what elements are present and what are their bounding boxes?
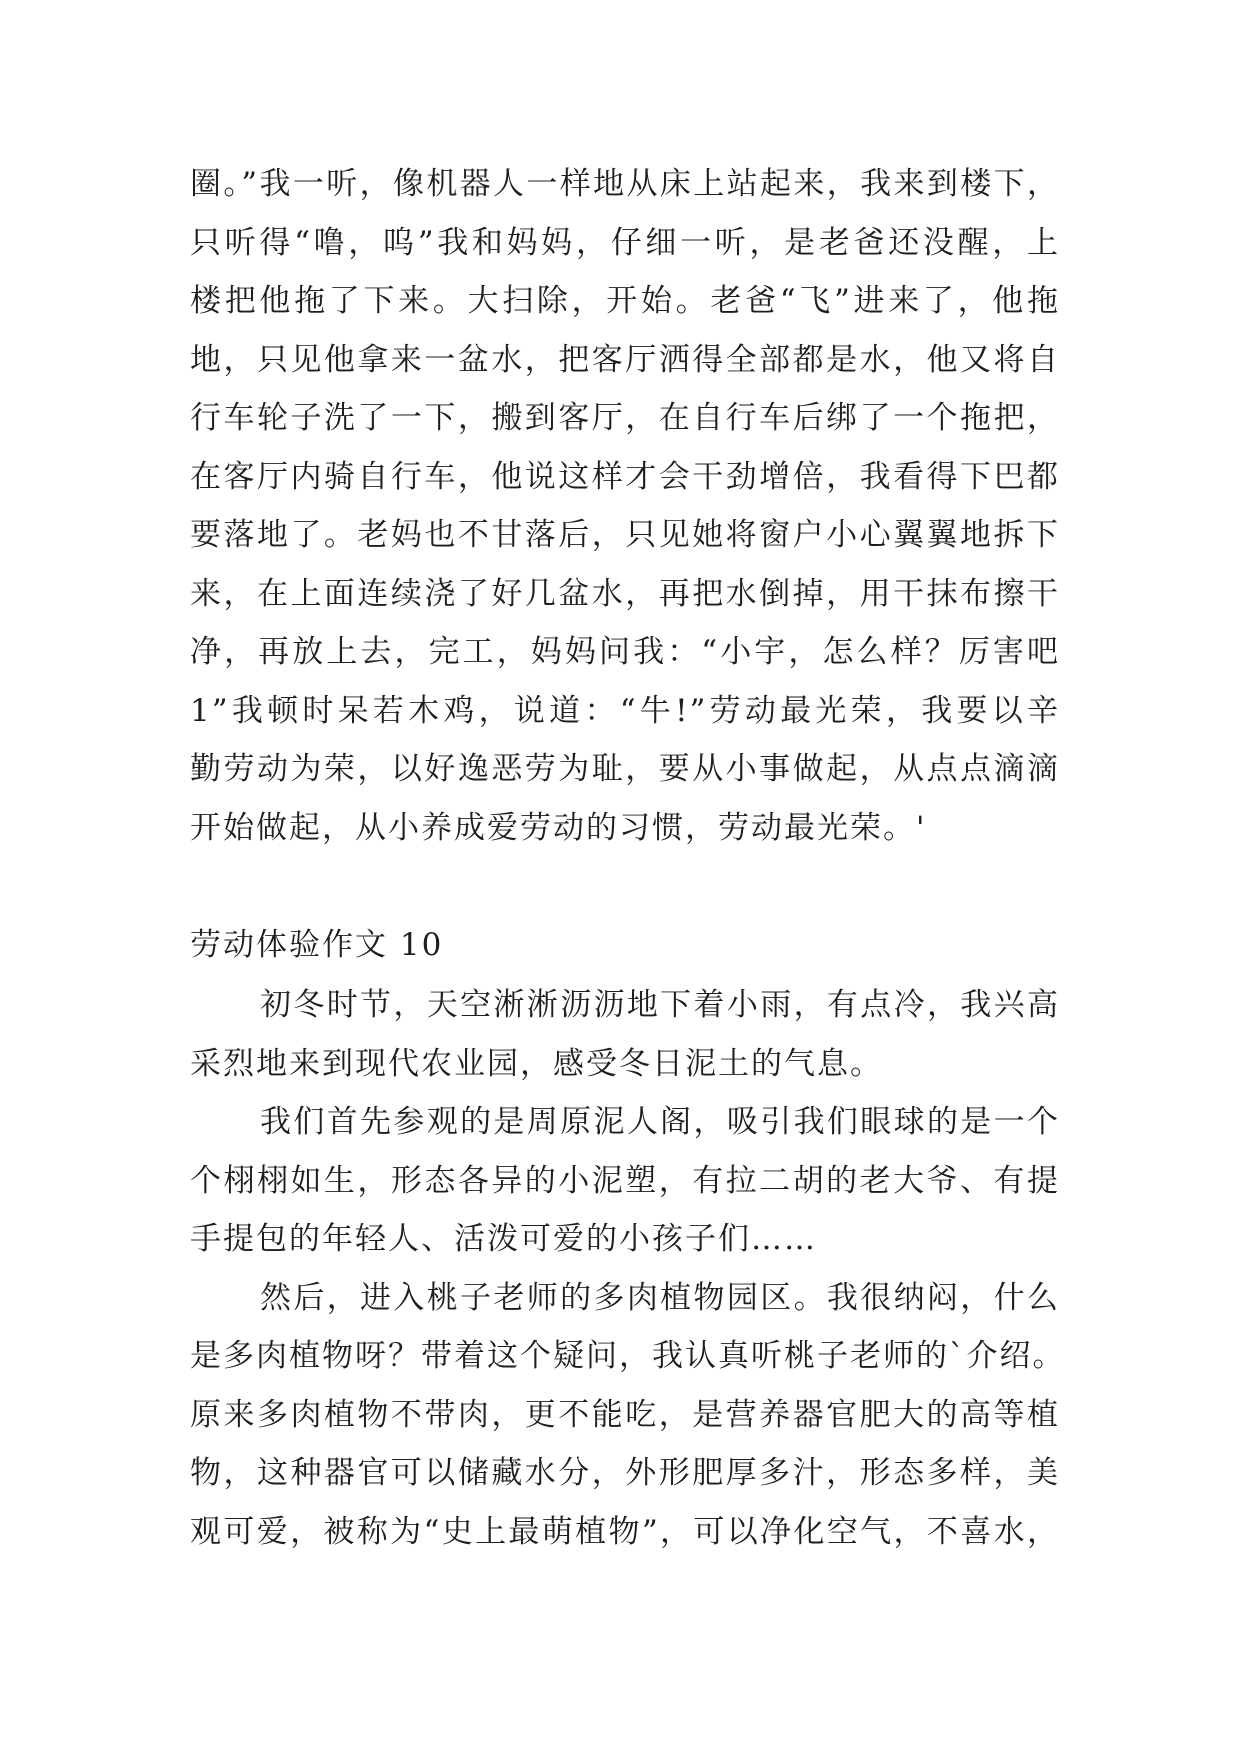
text-line: 1”我顿时呆若木鸡，说道：“牛!”劳动最光荣，我要以辛 xyxy=(190,692,1060,729)
text-line: 来，在上面连续浇了好几盆水，再把水倒掉，用干抹布擦干 xyxy=(190,575,1060,612)
text-line: 开始做起，从小养成爱劳动的习惯，劳动最光荣。' xyxy=(190,809,927,846)
text-line: 勤劳动为荣，以好逸恶劳为耻，要从小事做起，从点点滴滴 xyxy=(190,751,1060,787)
text-line: 在客厅内骑自行车，他说这样才会干劲增倍，我看得下巴都 xyxy=(190,458,1060,495)
text-line: 物，这种器官可以储藏水分，外形肥厚多汁，形态多样，美 xyxy=(190,1455,1060,1491)
text-line: 圈。”我一听，像机器人一样地从床上站起来，我来到楼下， xyxy=(190,166,1060,202)
text-line: 只听得“噜，呜”我和妈妈，仔细一听，是老爸还没醒，上 xyxy=(190,224,1060,261)
text-line: 观可爱，被称为“史上最萌植物”，可以净化空气，不喜水， xyxy=(190,1513,1060,1550)
text-line: 是多肉植物呀？带着这个疑问，我认真听桃子老师的`介绍。 xyxy=(190,1338,1066,1374)
text-line: 地，只见他拿来一盆水，把客厅洒得全部都是水，他又将自 xyxy=(190,341,1060,378)
text-line: 净，再放上去，完工，妈妈问我：“小宇，怎么样？厉害吧 xyxy=(190,634,1060,670)
previous-essay-ending xyxy=(190,155,1060,857)
text-line: 个栩栩如生，形态各异的小泥塑，有拉二胡的老大爷、有提 xyxy=(190,1162,1060,1199)
text-line: 楼把他拖了下来。大扫除，开始。老爸“飞”进来了，他拖 xyxy=(190,283,1060,319)
text-line: 要落地了。老妈也不甘落后，只见她将窗户小心翼翼地拆下 xyxy=(190,517,1060,553)
text-line: 原来多肉植物不带肉，更不能吃，是营养器官肥大的高等植 xyxy=(190,1396,1060,1433)
text-line: 采烈地来到现代农业园，感受冬日泥土的气息。 xyxy=(190,1045,883,1082)
essay-body xyxy=(190,976,1066,1561)
essay-title: 劳动体验作文 10 xyxy=(190,927,444,963)
text-line: 我们首先参观的是周原泥人阁，吸引我们眼球的是一个 xyxy=(260,1104,1060,1140)
text-line: 然后，进入桃子老师的多肉植物园区。我很纳闷，什么 xyxy=(260,1279,1060,1316)
text-line: 初冬时节，天空淅淅沥沥地下着小雨，有点冷，我兴高 xyxy=(260,987,1060,1023)
text-line: 手提包的年轻人、活泼可爱的小孩子们…… xyxy=(190,1221,817,1257)
text-line: 行车轮子洗了一下，搬到客厅，在自行车后绑了一个拖把， xyxy=(190,400,1060,436)
